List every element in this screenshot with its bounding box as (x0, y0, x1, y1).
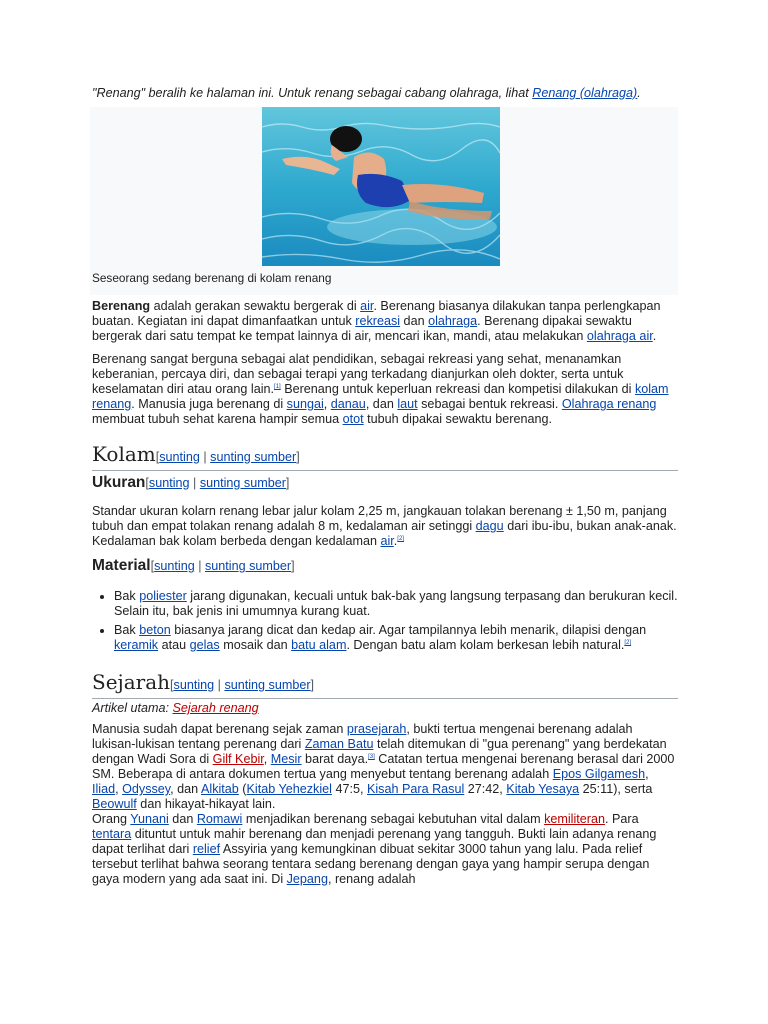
text-run: , bukti tertua mengenai berenang adalah lukisan-lukisan tentang perenang dari (92, 722, 633, 751)
text-run: . Berenang dipakai sewaktu bergerak dari satu tempat ke tempat lainnya di air, mencari ikan, mandi, atau melakukan (92, 314, 632, 343)
inline-link[interactable]: relief (192, 842, 221, 856)
text-run: Standar ukuran kolarn renang lebar jalur kolam 2,25 m, jangkauan tolakan berenang ± 1,50 m, panjang tubuh dan empat tolakan renang adalah 8 m, kedalaman air setinggi (92, 504, 667, 533)
inline-link[interactable]: Yunani (130, 812, 169, 826)
text-run: 27:42, (464, 782, 507, 796)
inline-link[interactable]: prasejarah (346, 722, 407, 736)
text-run: , renang adalah (327, 872, 416, 886)
text-run: membuat tubuh sehat karena hampir semua (92, 412, 343, 426)
text-run: mosaik dan (219, 638, 292, 652)
edit-source-link[interactable]: sunting sumber (199, 476, 286, 490)
text-run: , (323, 397, 331, 411)
inline-link[interactable]: Mesir (270, 752, 302, 766)
text-run: menjadikan berenang sebagai kebutuhan vital dalam (242, 812, 545, 826)
edit-source-link[interactable]: sunting sumber (224, 678, 311, 692)
intro-paragraph-1 (92, 299, 678, 344)
inline-link[interactable]: keramik (114, 638, 159, 652)
inline-link[interactable]: kolam renang (92, 382, 669, 411)
swimmer-illustration (262, 107, 500, 266)
article (92, 86, 678, 895)
inline-link[interactable]: Iliad (92, 782, 116, 796)
citation-link[interactable]: [2] (624, 640, 632, 646)
text-run: Berenang sangat berguna sebagai alat pendidikan, sebagai rekreasi yang sehat, menanamkan keberanian, percaya diri, dan sebagai terapi yang terkadang dianjurkan oleh dokter, serta untuk keselamatan diri atau orang lain. (92, 352, 624, 396)
figure-caption: Seseorang sedang berenang di kolam renang (92, 271, 332, 285)
text-run: barat daya. (301, 752, 369, 766)
text-run: Bak (114, 623, 140, 637)
text-run: 47:5, (331, 782, 367, 796)
edit-links: [sunting | sunting sumber] (170, 678, 315, 692)
citation-link[interactable]: [1] (274, 384, 281, 390)
text-run: dituntut untuk mahir berenang dan menjadi perenang yang tangguh. Bukti lain adanya renang dapat terlihat dari (92, 827, 657, 856)
edit-link[interactable]: sunting (159, 450, 200, 464)
inline-link[interactable]: air (380, 534, 394, 548)
inline-link[interactable]: Zaman Batu (304, 737, 374, 751)
text-run: adalah gerakan sewaktu bergerak di (150, 299, 361, 313)
text-run: , (115, 782, 123, 796)
text-run: biasanya jarang dicat dan kedap air. Agar tampilannya lebih menarik, dilapisi dengan (170, 623, 647, 637)
redlink[interactable]: kemiliteran (544, 812, 605, 826)
text-run: Orang (92, 812, 131, 826)
text-run: . Para (604, 812, 639, 826)
text-run: . (652, 329, 657, 343)
edit-link[interactable]: sunting (154, 559, 195, 573)
text-run: Manusia sudah dapat berenang sejak zaman (92, 722, 347, 736)
text-run: ( (238, 782, 247, 796)
text-run: dan (168, 812, 197, 826)
edit-source-link[interactable]: sunting sumber (205, 559, 292, 573)
text-run: sebagai bentuk rekreasi. (417, 397, 562, 411)
heading-kolam: Kolam[sunting | sunting sumber] (92, 443, 678, 471)
hatnote-link-renang-olahraga[interactable]: Renang (olahraga) (532, 86, 638, 100)
inline-link[interactable]: batu alam (291, 638, 347, 652)
inline-link[interactable]: poliester (139, 589, 187, 603)
inline-link[interactable]: Kitab Yesaya (506, 782, 580, 796)
main-article-link[interactable]: Sejarah renang (172, 701, 259, 715)
text-run: . Dengan batu alam kolam berkesan lebih natural. (346, 638, 625, 652)
inline-link[interactable]: Epos Gilgamesh (552, 767, 646, 781)
text-run: atau (158, 638, 190, 652)
text-run: jarang digunakan, kecuali untuk bak-bak yang langsung terpasang dan berukuran kecil. Selain itu, bak jenis ini umumnya kurang kuat. (114, 589, 678, 618)
edit-link[interactable]: sunting (173, 678, 215, 692)
text-run: , (263, 752, 271, 766)
inline-link[interactable]: otot (342, 412, 364, 426)
text-run: Assyiria yang kemungkinan dibuat sekitar 3000 tahun yang lalu. Pada relief tersebut terlihat bahwa seorang tentara sedang berenang dengan gaya yang hampir serupa dengan gaya modern yang ada saat ini. Di (92, 842, 650, 886)
inline-link[interactable]: rekreasi (355, 314, 401, 328)
material-list (92, 589, 678, 653)
text-run: Bak (114, 589, 140, 603)
citation-link[interactable]: [3] (368, 754, 375, 760)
text-run: tubuh dipakai sewaktu berenang. (363, 412, 552, 426)
figure (90, 107, 678, 295)
text-run: 25:11), serta (579, 782, 653, 796)
inline-link[interactable]: beton (139, 623, 171, 637)
swimmer-photo (262, 107, 500, 266)
ukuran-paragraph (92, 504, 678, 549)
text-run: Catatan tertua mengenai berenang berasal dari 2000 SM. Beberapa di antara dokumen tertua yang menyebut tentang berenang adalah (92, 752, 675, 781)
hatnote: "Renang" beralih ke halaman ini. Untuk renang sebagai cabang olahraga, lihat Renang (olahraga). (92, 86, 641, 100)
text-run: , (645, 767, 649, 781)
text-run: telah ditemukan di "gua perenang" yang berdekatan dengan Wadi Sora di (92, 737, 667, 766)
inline-link[interactable]: danau (330, 397, 366, 411)
text-run: dan (400, 314, 429, 328)
inline-link[interactable]: olahraga air (586, 329, 653, 343)
text-run: Berenang untuk keperluan rekreasi dan kompetisi dilakukan di (280, 382, 635, 396)
inline-link[interactable]: dagu (475, 519, 504, 533)
text-run: dari ibu-ibu, bukan anak-anak. Kedalaman bak kolam berbeda dengan kedalaman (92, 519, 677, 548)
inline-link[interactable]: Odyssey (122, 782, 171, 796)
inline-link[interactable]: sungai (286, 397, 324, 411)
inline-link[interactable]: tentara (92, 827, 132, 841)
text-run: , dan (365, 397, 398, 411)
text-run: . Berenang biasanya dilakukan tanpa perlengkapan buatan. Kegiatan ini dapat dimanfaatkan untuk (92, 299, 661, 328)
inline-link[interactable]: Alkitab (201, 782, 239, 796)
heading-sejarah: Sejarah[sunting | sunting sumber] (92, 671, 678, 699)
sejarah-paragraph (92, 722, 678, 887)
inline-link[interactable]: air (360, 299, 374, 313)
text-run: . Manusia juga berenang di (131, 397, 287, 411)
inline-link[interactable]: Kitab Yehezkiel (246, 782, 332, 796)
redlink[interactable]: Gilf Kebir (212, 752, 264, 766)
edit-links: [sunting | sunting sumber] (145, 476, 290, 490)
text-run: . (393, 534, 398, 548)
bold-term: Berenang (92, 299, 151, 313)
citation-link[interactable]: [2] (397, 536, 404, 542)
text-run: , dan (170, 782, 201, 796)
heading-material: Material[sunting | sunting sumber] (92, 557, 295, 574)
heading-ukuran: Ukuran[sunting | sunting sumber] (92, 474, 290, 491)
list-item (114, 589, 678, 619)
list-item (114, 623, 678, 653)
main-article-note: Artikel utama: Sejarah renang (92, 701, 259, 715)
inline-link[interactable]: olahraga (428, 314, 478, 328)
text-run: dan hikayat-hikayat lain. (136, 797, 276, 811)
inline-link[interactable]: Jepang (286, 872, 328, 886)
edit-link[interactable]: sunting (148, 476, 190, 490)
inline-link[interactable]: Kisah Para Rasul (366, 782, 465, 796)
edit-source-link[interactable]: sunting sumber (210, 450, 297, 464)
inline-link[interactable]: Olahraga renang (561, 397, 657, 411)
intro-paragraph-2 (92, 352, 678, 427)
edit-links: [sunting | sunting sumber] (150, 559, 295, 573)
inline-link[interactable]: gelas (189, 638, 220, 652)
inline-link[interactable]: Romawi (196, 812, 243, 826)
inline-link[interactable]: laut (397, 397, 418, 411)
inline-link[interactable]: Beowulf (92, 797, 137, 811)
edit-links: [sunting | sunting sumber] (155, 450, 300, 464)
